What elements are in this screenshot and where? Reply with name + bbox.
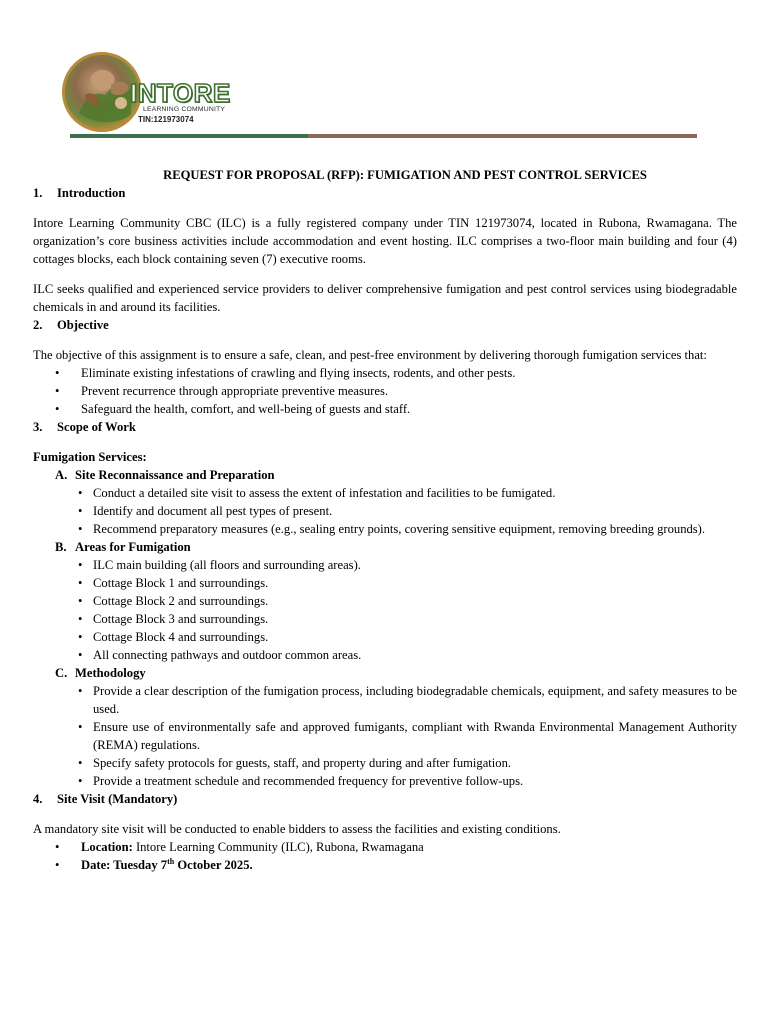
date-superscript: th bbox=[167, 856, 175, 866]
item-title: Methodology bbox=[75, 666, 146, 680]
item-label: B. bbox=[55, 540, 67, 554]
section-title: Site Visit (Mandatory) bbox=[57, 792, 178, 806]
scope-list bbox=[33, 466, 737, 790]
intro-paragraph-2: ILC seeks qualified and experienced service providers to deliver comprehensive fumigation and pest control services using biodegradable chemicals in and around its facilities. bbox=[33, 282, 737, 314]
list-item: • Cottage Block 4 and surroundings. bbox=[75, 628, 737, 646]
list-item: • Cottage Block 1 and surroundings. bbox=[75, 574, 737, 592]
list-item: • Provide a clear description of the fumigation process, including biodegradable chemicals, equipment, and safety measures to be used. bbox=[75, 682, 737, 718]
sub-list bbox=[75, 484, 737, 538]
section-number: 1. bbox=[33, 186, 43, 200]
section-title: Objective bbox=[57, 318, 109, 332]
logo-subtitle: LEARNING COMMUNITY bbox=[143, 106, 226, 113]
section-heading-scope bbox=[33, 418, 737, 436]
section-heading-objective bbox=[33, 316, 737, 334]
document-title: REQUEST FOR PROPOSAL (RFP): FUMIGATION AND PEST CONTROL SERVICES bbox=[163, 168, 647, 182]
sub-list bbox=[75, 556, 737, 664]
list-item: • Provide a treatment schedule and recommended frequency for preventive follow-ups. bbox=[75, 772, 737, 790]
site-visit-location bbox=[33, 838, 737, 856]
section-heading-introduction bbox=[33, 184, 737, 202]
list-item: • Ensure use of environmentally safe and approved fumigants, compliant with Rwanda Environmental Management Authority (REMA) regulations. bbox=[75, 718, 737, 754]
section-title: Scope of Work bbox=[57, 420, 136, 434]
location-value: Intore Learning Community (ILC), Rubona, Rwamagana bbox=[135, 840, 424, 854]
logo-tin: TIN:121973074 bbox=[138, 115, 194, 124]
logo-brand-text: INTORE bbox=[130, 78, 231, 108]
site-visit-paragraph: A mandatory site visit will be conducted to enable bidders to assess the facilities and existing conditions. bbox=[33, 822, 561, 836]
list-item: • Cottage Block 2 and surroundings. bbox=[75, 592, 737, 610]
item-title: Areas for Fumigation bbox=[75, 540, 191, 554]
scope-item-areas bbox=[33, 538, 737, 664]
date-label: Date: Tuesday 7 bbox=[81, 858, 168, 872]
list-item: • Prevent recurrence through appropriate preventive measures. bbox=[33, 382, 737, 400]
list-item: • Conduct a detailed site visit to assess the extent of infestation and facilities to be fumigated. bbox=[75, 484, 737, 502]
section-number: 3. bbox=[33, 420, 43, 434]
section-number: 2. bbox=[33, 318, 43, 332]
location-label: Location: bbox=[81, 840, 133, 854]
header-rule-green bbox=[70, 134, 308, 138]
scope-item-site-reconnaissance bbox=[33, 466, 737, 538]
sub-list bbox=[75, 682, 737, 790]
objective-paragraph: The objective of this assignment is to ensure a safe, clean, and pest-free environment by delivering thorough fumigation services that: bbox=[33, 348, 707, 362]
date-rest: October 2025. bbox=[174, 858, 253, 872]
item-label: A. bbox=[55, 468, 68, 482]
list-item: • Identify and document all pest types of present. bbox=[75, 502, 737, 520]
list-item: • Eliminate existing infestations of crawling and flying insects, rodents, and other pests. bbox=[33, 364, 737, 382]
section-heading-site-visit bbox=[33, 790, 737, 808]
document-body bbox=[33, 166, 737, 874]
site-visit-date bbox=[33, 856, 737, 874]
item-label: C. bbox=[55, 666, 68, 680]
scope-item-methodology bbox=[33, 664, 737, 790]
company-logo bbox=[62, 52, 232, 132]
section-title: Introduction bbox=[57, 186, 126, 200]
list-item: • Recommend preparatory measures (e.g., sealing entry points, covering sensitive equipment, removing breeding grounds). bbox=[75, 520, 737, 538]
header-rule-brown bbox=[308, 134, 697, 138]
item-title: Site Reconnaissance and Preparation bbox=[75, 468, 275, 482]
section-number: 4. bbox=[33, 792, 43, 806]
list-item: • Safeguard the health, comfort, and well-being of guests and staff. bbox=[33, 400, 737, 418]
intro-paragraph-1: Intore Learning Community CBC (ILC) is a fully registered company under TIN 121973074, located in Rubona, Rwamagana. The organization’s core business activities include accommodation and event hosting. ILC comprises a two-floor main building and four (4) cottages blocks, each block containing seven (7) executive rooms. bbox=[33, 216, 737, 266]
list-item: • Specify safety protocols for guests, staff, and property during and after fumigation. bbox=[75, 754, 737, 772]
list-item: • All connecting pathways and outdoor common areas. bbox=[75, 646, 737, 664]
site-visit-list bbox=[33, 838, 737, 874]
list-item: • ILC main building (all floors and surrounding areas). bbox=[75, 556, 737, 574]
objective-list bbox=[33, 364, 737, 418]
scope-subheading: Fumigation Services: bbox=[33, 450, 147, 464]
list-item: • Cottage Block 3 and surroundings. bbox=[75, 610, 737, 628]
